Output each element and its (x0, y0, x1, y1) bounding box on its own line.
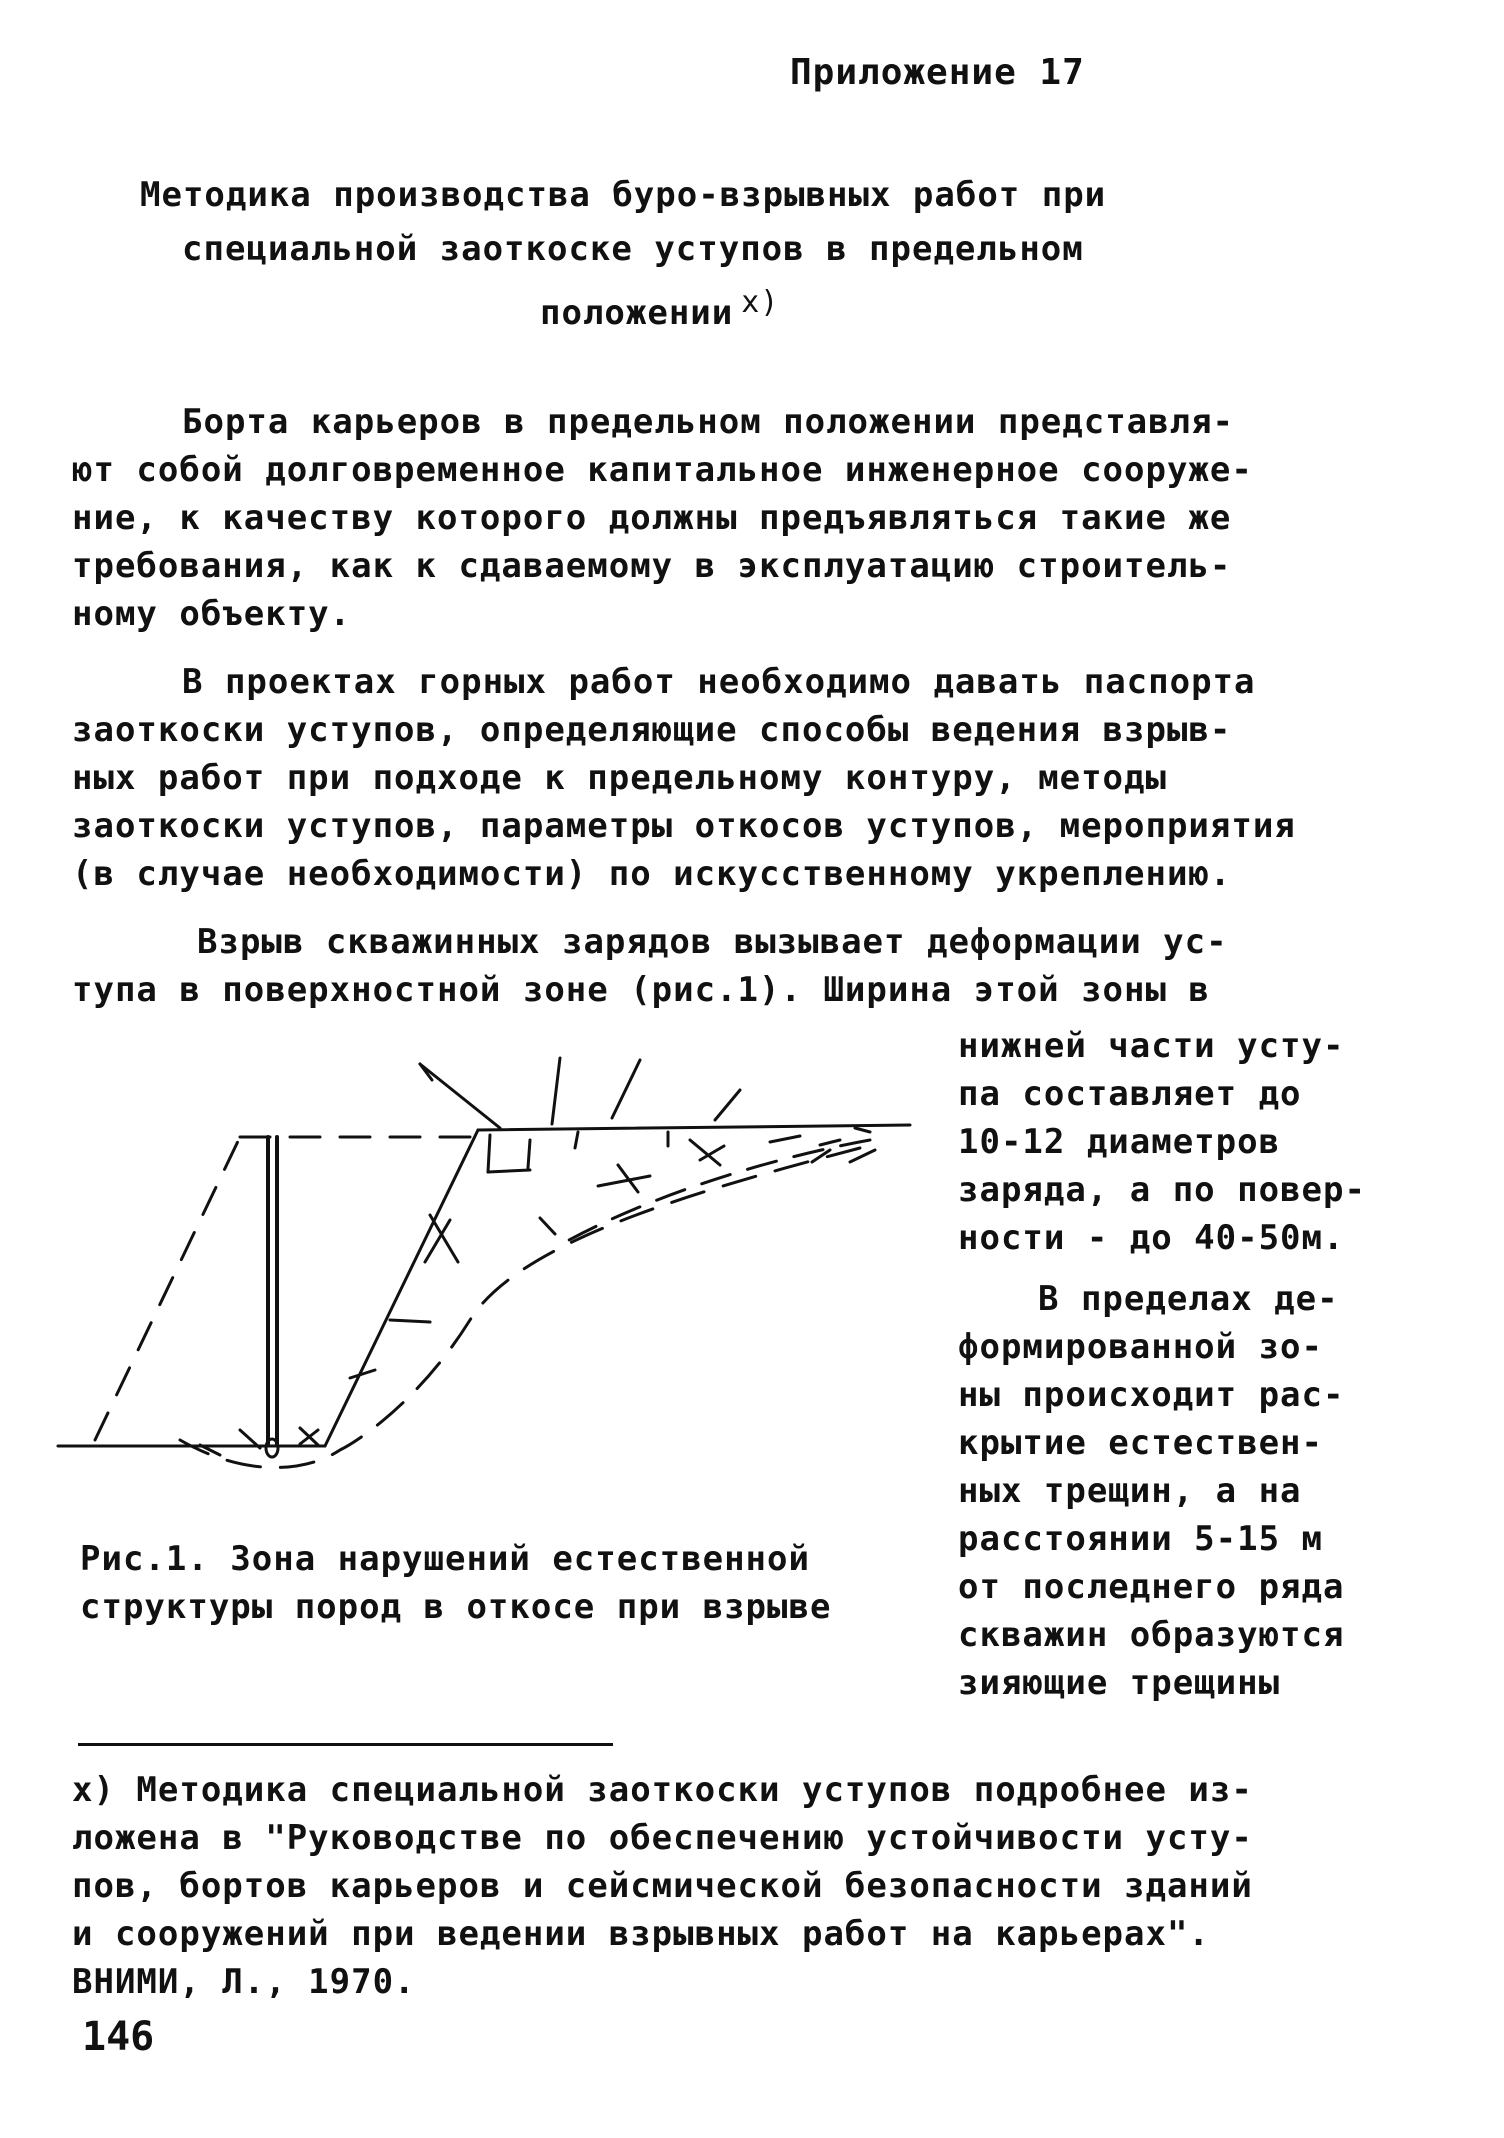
side-line: заряда, а по повер- (958, 1170, 1366, 1210)
title-line-3-text: положении (540, 293, 734, 333)
side-line: нижней части усту- (958, 1026, 1345, 1066)
side-line: ности - до 40-50м. (958, 1218, 1345, 1258)
footnote-line: пов, бортов карьеров и сейсмической безопасности зданий (72, 1866, 1253, 1906)
title-line-1: Методика производства буро-взрывных работ при (140, 175, 1107, 215)
top-surface (478, 1125, 910, 1130)
side-line: ны происходит рас- (958, 1375, 1345, 1415)
side-line: крытие естествен- (958, 1423, 1323, 1463)
paragraph-line: заоткоски уступов, определяющие способы ведения взрыв- (72, 710, 1232, 750)
footnote-line: ложена в "Руководстве по обеспечению устойчивости усту- (72, 1818, 1253, 1858)
crack-line (552, 1058, 560, 1124)
crack-line (715, 1090, 740, 1120)
side-line: ных трещин, а на (958, 1471, 1302, 1511)
side-line: зияющие трещины (958, 1663, 1281, 1703)
slope-face (325, 1130, 478, 1446)
borehole-bottom (266, 1439, 278, 1457)
side-line: па составляет до (958, 1074, 1302, 1114)
caption-line: Рис.1. Зона нарушений естественной (80, 1539, 810, 1579)
side-line: расстоянии 5-15 м (958, 1519, 1323, 1559)
footnote (72, 1766, 1253, 2006)
crack-line (420, 1064, 500, 1128)
crack-mark (528, 1140, 530, 1168)
crack-mark (488, 1170, 530, 1172)
original-slope-dashed (95, 1137, 240, 1440)
crack-mark (575, 1132, 578, 1148)
appendix-label: Приложение 17 (790, 52, 1085, 93)
paragraph-line: требования, как к сдаваемому в эксплуатацию строитель- (72, 546, 1232, 586)
footnote-line: и сооружений при ведении взрывных работ на карьерах". (72, 1914, 1210, 1954)
crack-mark (430, 1215, 458, 1262)
crack-mark (540, 1218, 555, 1234)
paragraph-line: ют собой долговременное капитальное инженерное сооруже- (72, 450, 1253, 490)
caption-line: структуры пород в откосе при взрыве (80, 1587, 832, 1627)
crack-mark (850, 1150, 875, 1162)
crack-line (612, 1060, 640, 1118)
crack-mark (770, 1136, 800, 1142)
side-line: В пределах де- (1038, 1279, 1339, 1319)
crack-mark (820, 1140, 840, 1145)
paragraph-line: Взрыв скважинных зарядов вызывает деформации ус- (197, 922, 1228, 962)
side-line: скважин образуются (958, 1615, 1345, 1655)
figure-caption (80, 1535, 831, 1631)
page-number: 146 (82, 2014, 155, 2060)
paragraph-line: Борта карьеров в предельном положении представля- (182, 402, 1235, 442)
outer-zone-boundary (180, 1148, 860, 1468)
side-line: 10-12 диаметров (958, 1122, 1281, 1162)
crack-mark (855, 1128, 870, 1132)
footnote-line: ВНИМИ, Л., 1970. (72, 1962, 416, 2002)
title-footnote-mark: x) (741, 285, 780, 320)
paragraph-line: ние, к качеству которого должны предъявляться такие же (72, 498, 1232, 538)
paragraph-line: заоткоски уступов, параметры откосов уступов, мероприятия (72, 806, 1296, 846)
paragraph-line: ных работ при подходе к предельному контуру, методы (72, 758, 1167, 798)
paragraph-line: ному объекту. (72, 594, 352, 634)
paragraph-line: тупа в поверхностной зоне (рис.1). Ширина этой зоны в (72, 970, 1210, 1010)
side-line: формированной зо- (958, 1327, 1323, 1367)
crack-mark (488, 1135, 490, 1172)
footnote-divider (78, 1743, 613, 1746)
side-line: от последнего ряда (958, 1567, 1345, 1607)
title-line-2: специальной заоткоске уступов в предельном (182, 229, 1084, 269)
footnote-line: х) Методика специальной заоткоски уступов подробнее из- (72, 1770, 1253, 1810)
paragraph-line: В проектах горных работ необходимо давать паспорта (182, 662, 1256, 702)
paragraph-line: (в случае необходимости) по искусственному укреплению. (72, 854, 1232, 894)
crack-mark (598, 1176, 650, 1186)
crack-mark (390, 1320, 430, 1322)
